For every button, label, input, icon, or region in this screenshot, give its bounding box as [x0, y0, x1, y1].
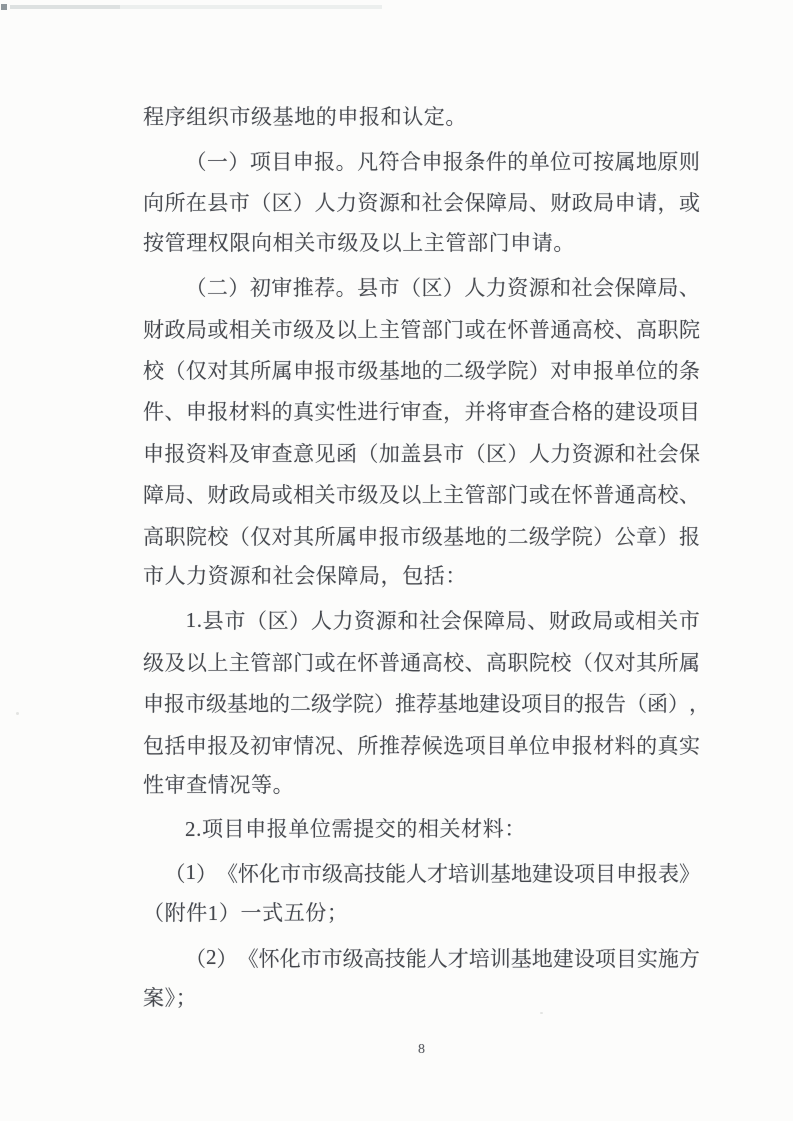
paragraph-indent	[143, 620, 185, 621]
scan-artifact	[10, 5, 120, 9]
text-line: （ 二 ） 初 审 推 荐 。 县 市 （ 区 ） 人 力 资 源 和 社 会 保 障 局 、	[143, 267, 700, 308]
text-line: 级 及 以 上 主 管 部 门 或 在 怀 普 通 高 校 、 高 职 院 校 （ 仅 对 其 所 属	[143, 650, 700, 675]
paragraph	[143, 97, 700, 138]
text-line: 包 括 申 报 及 初 审 情 况 、 所 推 荐 候 选 项 目 单 位 申 报 材 料 的 真 实	[143, 733, 700, 758]
text-line: 障 局 、 财 政 局 或 相 关 市 级 及 以 上 主 管 部 门 或 在 怀 普 通 高 校 、	[143, 483, 700, 508]
text-line: 案》；	[143, 986, 198, 1011]
paragraph	[143, 937, 700, 1020]
text-line: （ 1 ） 《 怀 化 市 市 级 高 技 能 人 才 培 训 基 地 建 设 项 目 申 报 表 》	[143, 852, 700, 893]
text-line: 按管理权限向相关市级及以上主管部门申请。	[143, 231, 575, 256]
text-line: 件 、 申 报 材 料 的 真 实 性 进 行 审 查 ， 并 将 审 查 合 格 的 建 设 项 目	[143, 400, 700, 425]
text-line: 程序组织市级基地的申报和认定。	[143, 105, 467, 129]
text-line: 1 . 县 市 （ 区 ） 人 力 资 源 和 社 会 保 障 局 、 财 政 局 或 相 关 市	[143, 600, 700, 641]
text-line: 申 报 市 级 基 地 的 二 级 学 院 ） 推 荐 基 地 建 设 项 目 的 报 告 （ 函 ） ，	[143, 692, 710, 717]
text-line: （ 一 ） 项 目 申 报 。 凡 符 合 申 报 条 件 的 单 位 可 按 属 地 原 则	[143, 140, 700, 181]
text-line: 2.项目申报单位需提交的相关材料：	[185, 816, 526, 841]
text-line: （附件1）一式五份；	[143, 901, 349, 926]
paragraph	[143, 809, 700, 850]
text-line: 财 政 局 或 相 关 市 级 及 以 上 主 管 部 门 或 在 怀 普 通 高 校 、 高 职 院	[143, 317, 700, 342]
scan-artifact	[16, 712, 19, 715]
paragraph-indent	[143, 872, 165, 873]
paragraph	[143, 140, 700, 264]
paragraph	[143, 267, 700, 598]
paragraph	[143, 600, 710, 807]
paragraph-indent	[143, 287, 185, 288]
text-line: （ 2 ） 《 怀 化 市 市 级 高 技 能 人 才 培 训 基 地 建 设 项 目 实 施 方	[143, 937, 700, 978]
text-line: 市人力资源和社会保障局，包括：	[143, 564, 467, 589]
text-line: 高 职 院 校 （ 仅 对 其 所 属 申 报 市 级 基 地 的 二 级 学 院 ） 公 章 ） 报	[143, 524, 700, 549]
text-line: 校 （ 仅 对 其 所 属 申 报 市 级 基 地 的 二 级 学 院 ） 对 申 报 单 位 的 条	[143, 359, 700, 384]
paragraph-indent	[143, 957, 185, 958]
scan-artifact	[120, 5, 382, 9]
text-line: 申 报 资 料 及 审 查 意 见 函 （ 加 盖 县 市 （ 区 ） 人 力 资 源 和 社 会 保	[143, 441, 700, 466]
scan-artifact	[1, 4, 7, 10]
text-line: 向 所 在 县 市 （ 区 ） 人 力 资 源 和 社 会 保 障 局 、 财 政 局 申 请 ， 或	[143, 191, 700, 216]
document-body	[143, 97, 710, 1022]
page-number: 8	[418, 1042, 425, 1057]
paragraph-indent	[143, 161, 185, 162]
paragraph	[143, 852, 700, 935]
text-line: 性审查情况等。	[143, 773, 295, 798]
